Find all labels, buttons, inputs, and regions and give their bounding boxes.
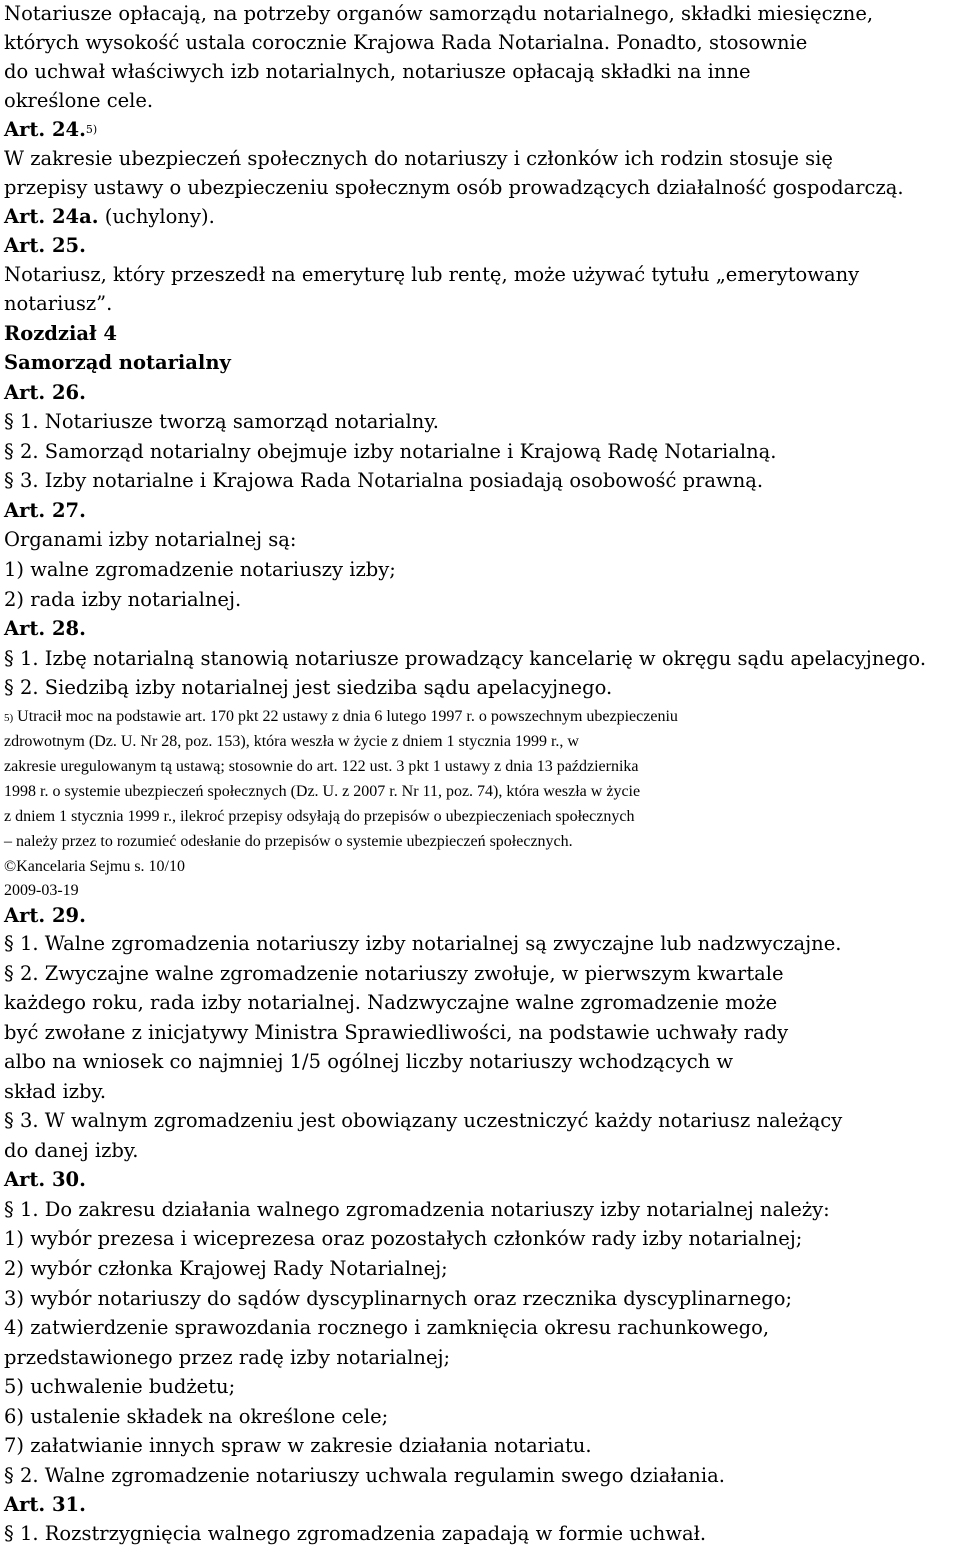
text-line: (uchylony). — [104, 205, 215, 228]
chapter-title: Samorząd notarialny — [4, 351, 231, 374]
article-label: Art. 24a. — [4, 205, 99, 228]
article-heading: Art. 27. — [4, 499, 86, 522]
text-line: przepisy ustawy o ubezpieczeniu społecznym osób prowadzących działalność gospodarczą. — [4, 176, 904, 199]
article-heading: Art. 28. — [4, 617, 86, 640]
footnote-line — [4, 706, 678, 729]
text-line: § 1. Izbę notarialną stanowią notariusze prowadzący kancelarię w okręgu sądu apelacyjnego. — [4, 647, 927, 670]
text-line: 1) walne zgromadzenie notariuszy izby; — [4, 558, 396, 581]
text-line: skład izby. — [4, 1080, 107, 1103]
text-line: Organami izby notarialnej są: — [4, 528, 297, 551]
article-heading: Art. 30. — [4, 1168, 86, 1191]
text-line: § 3. W walnym zgromadzeniu jest obowiązany uczestniczyć każdy notariusz należący — [4, 1109, 843, 1132]
text-line: W zakresie ubezpieczeń społecznych do notariuszy i członków ich rodzin stosuje się — [4, 147, 833, 170]
text-line: 2) rada izby notarialnej. — [4, 588, 242, 611]
footnote-line: zdrowotnym (Dz. U. Nr 28, poz. 153), która weszła w życie z dniem 1 stycznia 1999 r., w — [4, 733, 579, 750]
article-heading: Art. 29. — [4, 904, 86, 927]
text-line: 5) uchwalenie budżetu; — [4, 1375, 236, 1398]
text-line: których wysokość ustala corocznie Krajowa Rada Notarialna. Ponadto, stosownie — [4, 31, 808, 54]
text-line: § 1. Do zakresu działania walnego zgromadzenia notariuszy izby notarialnej należy: — [4, 1198, 830, 1221]
text-line: 4) zatwierdzenie sprawozdania rocznego i zamknięcia okresu rachunkowego, — [4, 1316, 770, 1339]
text-line: § 1. Rozstrzygnięcia walnego zgromadzenia zapadają w formie uchwał. — [4, 1522, 707, 1545]
text-line: Notariusz, który przeszedł na emeryturę lub rentę, może używać tytułu „emerytowany — [4, 263, 860, 286]
text-line: albo na wniosek co najmniej 1/5 ogólnej liczby notariuszy wchodzących w — [4, 1050, 734, 1073]
text-line: 1) wybór prezesa i wiceprezesa oraz pozostałych członków rady izby notarialnej; — [4, 1227, 803, 1250]
footnote-marker: 5) — [4, 712, 14, 724]
text-line: § 2. Zwyczajne walne zgromadzenie notariuszy zwołuje, w pierwszym kwartale — [4, 962, 784, 985]
text-line: każdego roku, rada izby notarialnej. Nadzwyczajne walne zgromadzenie może — [4, 991, 778, 1014]
text-line: § 1. Notariusze tworzą samorząd notarialny. — [4, 410, 439, 433]
text-line: § 3. Izby notarialne i Krajowa Rada Notarialna posiadają osobowość prawną. — [4, 469, 764, 492]
footnote-text: Utracił moc na podstawie art. 170 pkt 22 ustawy z dnia 6 lutego 1997 r. o powszechnym ubezpieczeniu — [17, 708, 678, 725]
article-heading: Art. 31. — [4, 1493, 86, 1516]
footnote-ref: 5) — [85, 123, 98, 136]
text-line: do danej izby. — [4, 1139, 139, 1162]
text-line: § 2. Walne zgromadzenie notariuszy uchwala regulamin swego działania. — [4, 1464, 725, 1487]
page-date: 2009-03-19 — [4, 882, 79, 899]
article-24a-line — [4, 205, 215, 229]
text-line: określone cele. — [4, 89, 154, 112]
text-line: § 2. Siedzibą izby notarialnej jest siedziba sądu apelacyjnego. — [4, 676, 613, 699]
footnote-line: 1998 r. o systemie ubezpieczeń społecznych (Dz. U. z 2007 r. Nr 11, poz. 74), która weszła w życie — [4, 783, 641, 800]
text-line: 2) wybór członka Krajowej Rady Notarialnej; — [4, 1257, 448, 1280]
text-line: 7) załatwianie innych spraw w zakresie działania notariatu. — [4, 1434, 592, 1457]
footnote-line: zakresie uregulowanym tą ustawą; stosownie do art. 122 ust. 3 pkt 1 ustawy z dnia 13 października — [4, 758, 639, 775]
text-line: do uchwał właściwych izb notarialnych, notariusze opłacają składki na inne — [4, 60, 751, 83]
footnote-line: – należy przez to rozumieć odesłanie do przepisów o systemie ubezpieczeń społecznych. — [4, 833, 573, 850]
article-heading: Art. 26. — [4, 381, 86, 404]
text-line: przedstawionego przez radę izby notarialnej; — [4, 1346, 451, 1369]
text-line: § 2. Samorząd notarialny obejmuje izby notarialne i Krajową Radę Notarialną. — [4, 440, 777, 463]
text-line: Notariusze opłacają, na potrzeby organów samorządu notarialnego, składki miesięczne, — [4, 2, 874, 25]
article-24-heading — [4, 118, 97, 142]
text-line: 3) wybór notariuszy do sądów dyscyplinarnych oraz rzecznika dyscyplinarnego; — [4, 1287, 793, 1310]
text-line: notariusz”. — [4, 292, 113, 315]
footnote-line: z dniem 1 stycznia 1999 r., ilekroć przepisy odsyłają do przepisów o ubezpieczeniach społecznych — [4, 808, 635, 825]
article-heading: Art. 25. — [4, 234, 86, 257]
article-label: Art. 24. — [4, 118, 86, 141]
text-line: § 1. Walne zgromadzenia notariuszy izby notarialnej są zwyczajne lub nadzwyczajne. — [4, 932, 842, 955]
page-footer: ©Kancelaria Sejmu s. 10/10 — [4, 858, 185, 875]
text-line: 6) ustalenie składek na określone cele; — [4, 1405, 389, 1428]
chapter-heading: Rozdział 4 — [4, 322, 117, 345]
text-line: być zwołane z inicjatywy Ministra Sprawiedliwości, na podstawie uchwały rady — [4, 1021, 789, 1044]
